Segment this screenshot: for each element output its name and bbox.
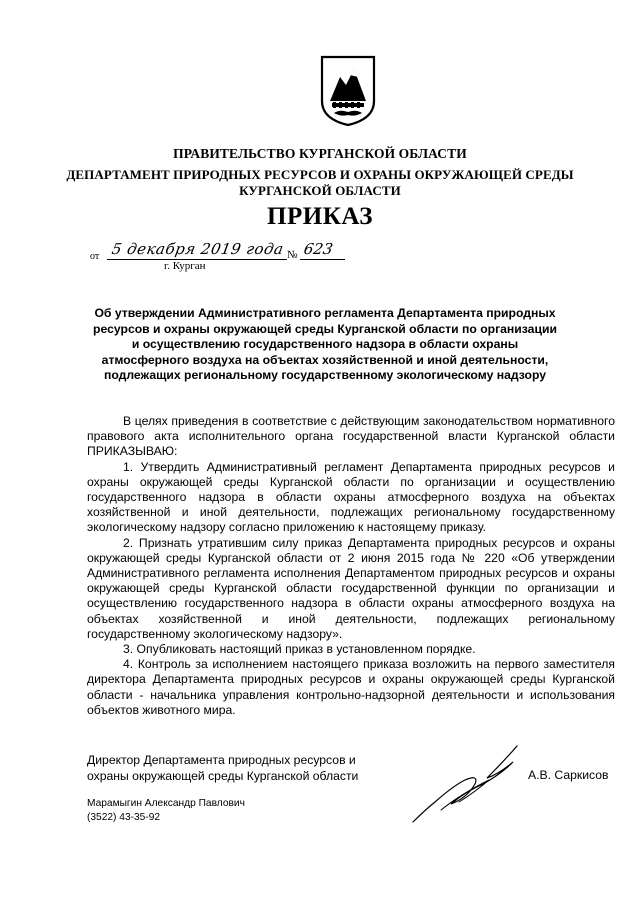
number-prefix: № xyxy=(287,249,298,261)
handwritten-number: 623 xyxy=(302,240,335,258)
signatory-position xyxy=(87,752,358,784)
preamble-paragraph: В целях приведения в соответствие с действующим законодательством нормативного правового акта исполнительного органа государственной власти Курганской области ПРИКАЗЫВАЮ: xyxy=(87,414,615,459)
executor-phone: (3522) 43-35-92 xyxy=(87,812,161,823)
handwritten-signature xyxy=(405,740,525,830)
signatory-position-line1: Директор Департамента природных ресурсов и xyxy=(87,753,356,767)
document-type-title: ПРИКАЗ xyxy=(267,203,373,230)
number-underline xyxy=(300,259,345,260)
clause-1-paragraph: 1. Утвердить Административный регламент Департамента природных ресурсов и охраны окружающей среды Курганской области по организации и осуществлению государственного надзора в области охраны атмосферного воздуха на объектах хозяйственной и иной деятельности, подлежащих региональному государственному экологическому надзору согласно приложению к настоящему приказу. xyxy=(87,459,615,535)
order-body xyxy=(87,414,615,718)
handwritten-date: 5 декабря 2019 года xyxy=(110,240,286,258)
signatory-position-line2: охраны окружающей среды Курганской области xyxy=(87,769,359,783)
signatory-name: А.В. Саркисов xyxy=(528,768,609,782)
clause-4-paragraph: 4. Контроль за исполнением настоящего приказа возложить на первого заместителя директора Департамента природных ресурсов и охраны окружающей среды Курганской области - начальника управления контрольно-надзорной деятельности и использования объектов животного мира. xyxy=(87,657,615,717)
city-label: г. Курган xyxy=(164,260,206,272)
department-name-line2: КУРГАНСКОЙ ОБЛАСТИ xyxy=(239,183,401,198)
executor-name: Марамыгин Александр Павлович xyxy=(87,798,245,809)
department-name-line1: ДЕПАРТАМЕНТ ПРИРОДНЫХ РЕСУРСОВ И ОХРАНЫ ОКРУЖАЮЩЕЙ СРЕДЫ xyxy=(66,167,574,182)
government-name: ПРАВИТЕЛЬСТВО КУРГАНСКОЙ ОБЛАСТИ xyxy=(173,146,467,161)
coat-of-arms-emblem xyxy=(320,55,376,127)
executor-block xyxy=(87,797,245,825)
clause-3-paragraph: 3. Опубликовать настоящий приказ в установленном порядке. xyxy=(123,642,476,657)
date-number-block xyxy=(90,240,350,276)
clause-2-paragraph: 2. Признать утратившим силу приказ Департамента природных ресурсов и охраны окружающей среды Курганской области от 2 июня 2015 года № 220 «Об утверждении Административного регламента исполнения Департаментом природных ресурсов и охраны окружающей среды Курганской области государственной функции по организации и осуществлению государственного надзора в области охраны атмосферного воздуха на объектах хозяйственной и иной деятельности, подлежащих региональному государственному экологическому надзору». xyxy=(87,535,615,641)
order-subject: Об утверждении Административного регламента Департамента природных ресурсов и охраны окружающей среды Курганской области по организации и осуществлению государственного надзора в области охраны атмосферного воздуха на объектах хозяйственной и иной деятельности, подлежащих региональному государственному экологическому надзору xyxy=(93,306,557,382)
date-prefix: от xyxy=(90,251,100,262)
